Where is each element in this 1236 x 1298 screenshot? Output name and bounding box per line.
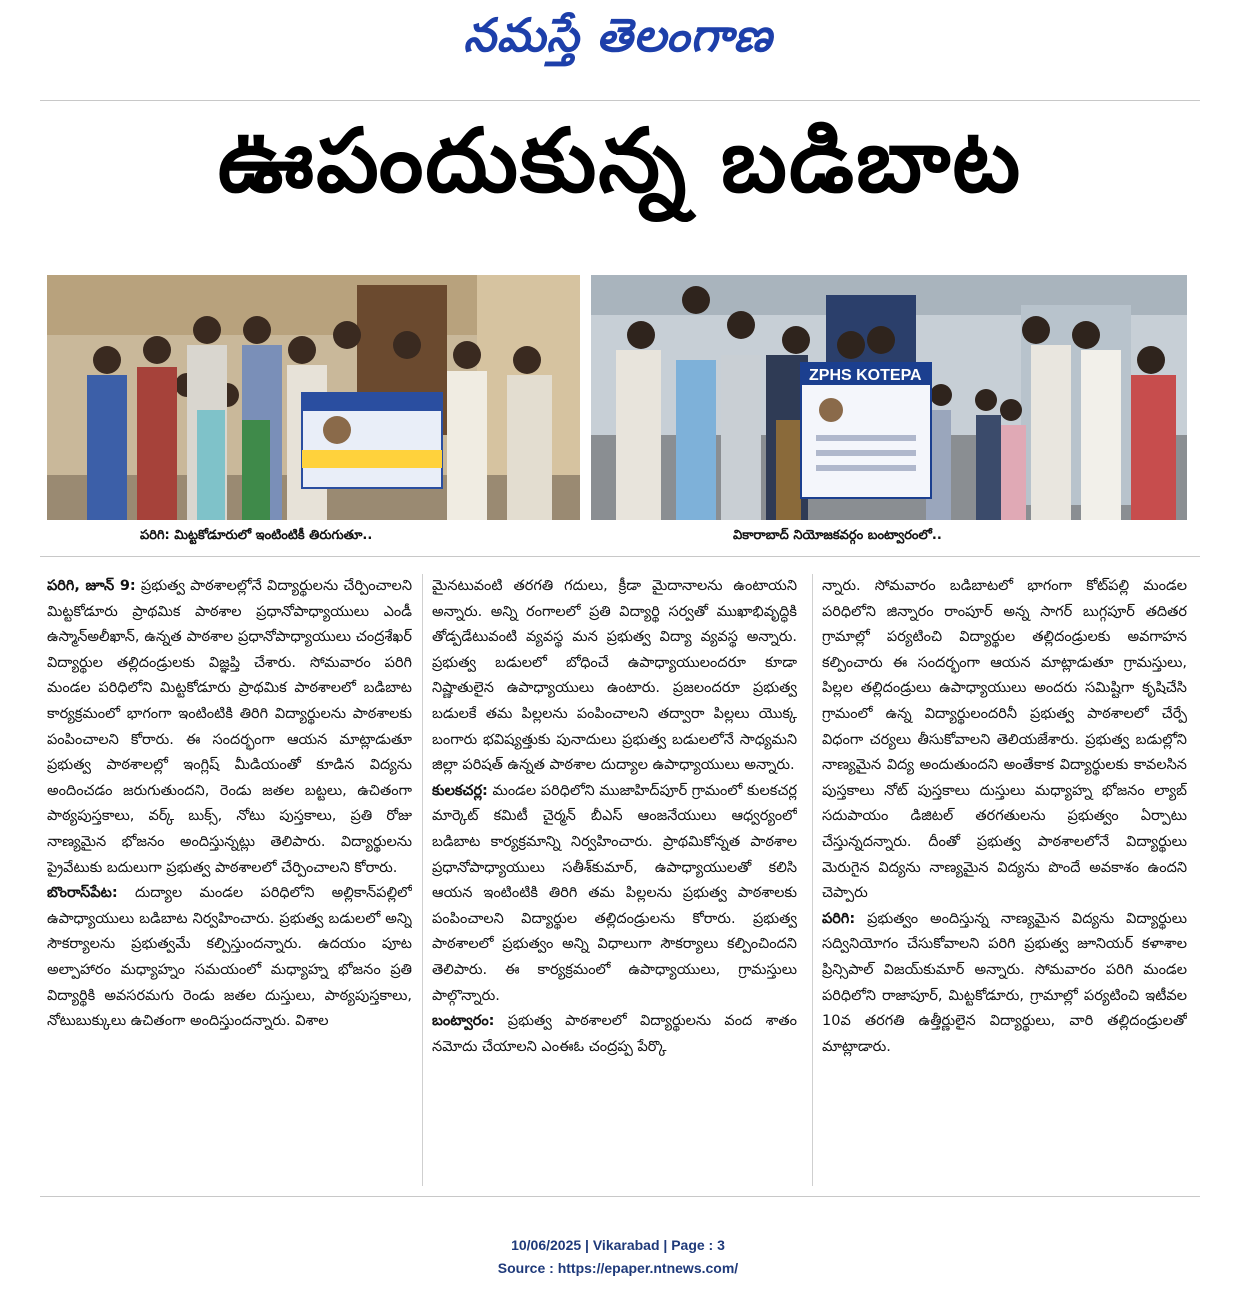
paragraph bbox=[432, 779, 797, 1009]
paragraph-text: న్నారు. సోమవారం బడిబాటలో భాగంగా కోట్‌పల్లి మండల పరిధిలోని జిన్నారం రాంపూర్ అన్న సాగర్ బుగ్గపూర్ తదితర గ్రామాల్లో పర్యటించి విద్యార్థుల తల్లిదండ్రులకు అవగాహన కల్పించారు ఈ సందర్భంగా ఆయన మాట్లాడుతూ గ్రామస్తులు, పిల్లల తల్లిదండ్రులు ఉపాధ్యాయులు అందరు సమిష్టిగా కృషిచేసి గ్రామంలో ఉన్న విద్యార్థులందరినీ ప్రభుత్వ పాఠశాలలో చేర్పే విధంగా చర్యలు తీసుకోవాలని తెలియజేశారు. ప్రభుత్వ బడుల్లోని నాణ్యమైన విద్య అందుతుందని అంతేకాక విద్యార్థులకు కావలసిన పుస్తకాలు నోట్ పుస్తకాలు దుస్తులు మధ్యాహ్న భోజనం ల్యాబ్ సదుపాయం డిజిటల్ తరగతులను ప్రభుత్వం ఏర్పాటు చేస్తున్నదన్నారు. దీంతో ప్రభుత్వ పాఠశాలలోనే విద్యార్థులు మెరుగైన విద్యను నాణ్యమైన విద్యను పొందే అవకాశం ఉందని చెప్పారు bbox=[822, 578, 1187, 902]
paragraph-text: దుద్యాల మండల పరిధిలోని అల్లికాన్‌పల్లిలో ఉపాధ్యాయులు బడిబాట నిర్వహించారు. ప్రభుత్వ బడులలో అన్ని సౌకర్యాలను ప్రభుత్వమే కల్పిస్తుందన్నారు. ఉదయం పూట అల్పాహారం మధ్యాహ్నం సమయంలో మధ్యాహ్న భోజనం ప్రతి విద్యార్థికి అవసరమగు రెండు జతల దుస్తులు, పాఠ్యపుస్తకాలు, నోటుబుక్కులు ఉచితంగా అందిస్తుందన్నారు. విశాల bbox=[47, 885, 412, 1030]
caption-divider bbox=[40, 556, 1200, 557]
bottom-divider bbox=[40, 1196, 1200, 1197]
paragraph-text: ప్రభుత్వ పాఠశాలలో విద్యార్థులను వంద శాతం నమోదు చేయాలని ఎంఈఓ చంద్రప్ప పేర్కొ bbox=[432, 1013, 797, 1055]
subheading: బంట్వారం: bbox=[432, 1013, 495, 1030]
article-column-3 bbox=[822, 574, 1187, 1189]
paragraph-text: మైనటువంటి తరగతి గదులు, క్రీడా మైదానాలను ఉంటాయని అన్నారు. అన్ని రంగాలలో ప్రతి విద్యార్థి సర్వతో ముఖాభివృద్ధికి తోడ్పడేటువంటి వ్యవస్థ మన ప్రభుత్వ విద్యా వ్యవస్థ అన్నారు. ప్రభుత్వ బడులలో బోధించే ఉపాధ్యాయులందరూ కూడా నిష్ణాతులైన ఉపాధ్యాయులు ఉంటారు. ప్రజలందరూ ప్రభుత్వ బడులకే తమ పిల్లలను పంపించాలని తద్వారా పిల్లలు యొక్క బంగారు భవిష్యత్తుకు పునాదులు ప్రభుత్వ బడులలోనే సాధ్యమని జిల్లా పరిషత్ ఉన్నత పాఠశాల దుద్యాల ఉపాధ్యాయులు అన్నారు. bbox=[432, 578, 797, 774]
photo-right-caption: వికారాబాద్ నియోజకవర్గం బంట్వారంలో.. bbox=[733, 528, 942, 543]
footer-source: Source : https://epaper.ntnews.com/ bbox=[497, 1260, 739, 1276]
photo-left-caption: పరిగి: మిట్టకోడూరులో ఇంటింటికీ తిరుగుతూ.. bbox=[140, 528, 373, 543]
subheading: కులకచర్ల: bbox=[432, 782, 488, 799]
headline bbox=[40, 110, 1200, 211]
subheading: పరిగి: bbox=[822, 910, 856, 927]
paragraph bbox=[432, 574, 797, 779]
photo-right-image bbox=[591, 275, 1187, 520]
paragraph bbox=[822, 574, 1187, 907]
paragraph-text: ప్రభుత్వ పాఠశాలల్లోనే విద్యార్థులను చేర్పించాలని మిట్టకోడూరు ప్రాథమిక పాఠశాల ప్రధానోపాధ్యాయులు ఎండీ ఉస్మాన్‌అలీఖాన్, ఉన్నత పాఠశాల ప్రధానోపాధ్యాయులు చంద్రశేఖర్ విద్యార్థుల తల్లిదండ్రులకు విజ్ఞప్తి చేశారు. సోమవారం పరిగి మండల పరిధిలోని మిట్టకోడూరు ప్రాథమిక పాఠశాలలో బడిబాట కార్యక్రమంలో భాగంగా ఇంటింటికి తిరిగి విద్యార్థులను పాఠశాలకు పంపించాలని కోరారు. ఈ సందర్భంగా ఆయన మాట్లాడుతూ ప్రభుత్వ పాఠశాలల్లో ఇంగ్లిష్ మీడియంతో కూడిన విద్యను అందించడం జరుగుతుందని, రెండు జతల బట్టలు, ఉచితంగా పాఠ్యపుస్తకాలు, వర్క్ బుక్స్, నోటు పుస్తకాలు, ప్రతి రోజు నాణ్యమైన భోజనం అందిస్తున్నట్లు తెలిపారు. విద్యార్థులను ప్రైవేటుకు బదులుగా ప్రభుత్వ పాఠశాలలో చేర్పించాలని కోరారు. bbox=[47, 578, 412, 876]
paragraph-text: ప్రభుత్వం అందిస్తున్న నాణ్యమైన విద్యను విద్యార్థులు సద్వినియోగం చేసుకోవాలని పరిగి ప్రభుత్వ జూనియర్ కళాశాల ప్రిన్సిపాల్ విజయ్‌కుమార్ అన్నారు. సోమవారం పరిగి మండల పరిధిలోని రాజాపూర్, మిట్టకోడూరు, గ్రామాల్లో పర్యటించి ఇటీవల 10వ తరగతి ఉత్తీర్ణులైన విద్యార్థులు, వారి తల్లిదండ్రులతో మాట్లాడారు. bbox=[822, 910, 1187, 1055]
article-column-1 bbox=[47, 574, 412, 1189]
newspaper-name: నమస్తే తెలంగాణ bbox=[463, 8, 773, 62]
masthead-divider bbox=[40, 100, 1200, 101]
subheading: బొంరాస్‌పేట: bbox=[47, 885, 118, 902]
column-divider bbox=[812, 574, 813, 1186]
footer-date-page: 10/06/2025 | Vikarabad | Page : 3 bbox=[511, 1237, 725, 1253]
article-column-2 bbox=[432, 574, 797, 1189]
dateline: పరిగి, జూన్ 9: bbox=[47, 578, 136, 594]
paragraph bbox=[822, 907, 1187, 1061]
masthead bbox=[0, 8, 1236, 74]
paragraph bbox=[47, 574, 412, 881]
photo-left-image bbox=[47, 275, 580, 520]
paragraph bbox=[47, 881, 412, 1035]
paragraph-text: మండల పరిధిలోని ముజాహిద్‌పూర్ గ్రామంలో కులకచర్ల మార్కెట్ కమిటీ చైర్మన్ బీఎస్ ఆంజనేయులు ఆధ్వర్యంలో బడిబాట కార్యక్రమాన్ని నిర్వహించారు. ప్రాథమికోన్నత పాఠశాల ప్రధానోపాధ్యాయులు సతీశ్‌కుమార్, ఉపాధ్యాయులతో కలిసి ఆయన ఇంటింటికి తిరిగి తమ పిల్లలను ప్రభుత్వ పాఠశాలకు పంపించాలని విద్యార్థుల తల్లిదండ్రులను కోరారు. ప్రభుత్వ పాఠశాలలో ప్రభుత్వం అన్ని విధాలుగా సౌకర్యాలు కల్పించిందని తెలిపారు. ఈ కార్యక్రమంలో ఉపాధ్యాయులు, గ్రామస్తులు పాల్గొన్నారు. bbox=[432, 782, 797, 1004]
photo-right bbox=[591, 275, 1187, 520]
photo-left bbox=[47, 275, 580, 520]
banner-text: ZPHS KOTEPA bbox=[809, 367, 922, 384]
column-divider bbox=[422, 574, 423, 1186]
paragraph bbox=[432, 1009, 797, 1060]
headline-text: ఊపందుకున్న బడిబాట bbox=[217, 109, 1023, 212]
